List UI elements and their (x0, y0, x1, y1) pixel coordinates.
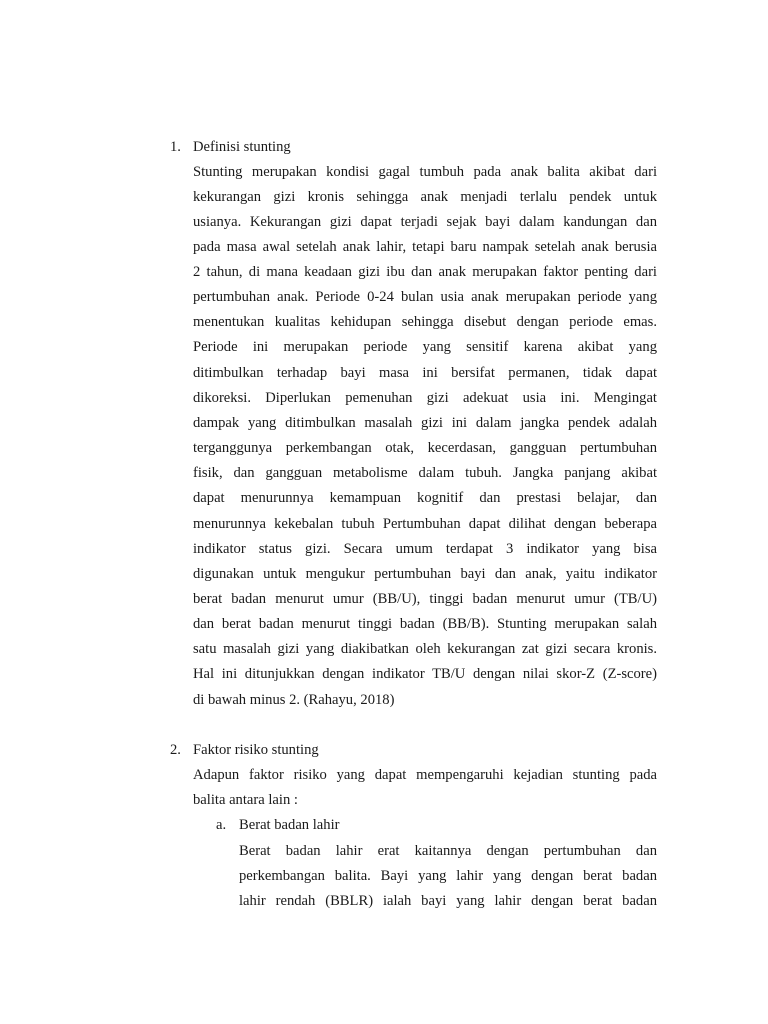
section-2-title: Faktor risiko stunting (193, 742, 319, 758)
paragraph-line: indikator status gizi. Secara umum terdapat 3 indikator yang bisa (193, 541, 657, 557)
paragraph-line: Stunting merupakan kondisi gagal tumbuh pada anak balita akibat dari (193, 164, 657, 180)
section-2-number: 2. (170, 742, 181, 758)
paragraph-line: Periode ini merupakan periode yang sensitif karena akibat yang (193, 339, 657, 355)
paragraph-line: kekurangan gizi kronis sehingga anak menjadi terlalu pendek untuk (193, 189, 657, 205)
paragraph-line: satu masalah gizi yang diakibatkan oleh kekurangan zat gizi secara kronis. (193, 641, 657, 657)
paragraph-line: usianya. Kekurangan gizi dapat terjadi sejak bayi dalam kandungan dan (193, 214, 657, 230)
section-1-title: Definisi stunting (193, 139, 291, 155)
paragraph-line: Hal ini ditunjukkan dengan indikator TB/U dengan nilai skor-Z (Z-score) (193, 666, 657, 682)
paragraph-line: Berat badan lahir erat kaitannya dengan pertumbuhan dan (239, 843, 657, 859)
paragraph-line: dapat menurunnya kemampuan kognitif dan prestasi belajar, dan (193, 490, 657, 506)
paragraph-line: ditimbulkan terhadap bayi masa ini bersifat permanen, tidak dapat (193, 365, 657, 381)
paragraph-line: Adapun faktor risiko yang dapat mempengaruhi kejadian stunting pada (193, 767, 657, 783)
paragraph-line-last: di bawah minus 2. (Rahayu, 2018) (193, 692, 395, 708)
subsection-a-title: Berat badan lahir (239, 817, 340, 833)
paragraph-line: dampak yang ditimbulkan masalah gizi ini dalam jangka pendek adalah (193, 415, 657, 431)
paragraph-line: menentukan kualitas kehidupan sehingga disebut dengan periode emas. (193, 314, 657, 330)
paragraph-line: perkembangan balita. Bayi yang lahir yang dengan berat badan (239, 868, 657, 884)
paragraph-line: pertumbuhan anak. Periode 0-24 bulan usia anak merupakan periode yang (193, 289, 657, 305)
section-1-number: 1. (170, 139, 181, 155)
paragraph-line: berat badan menurut umur (BB/U), tinggi badan menurut umur (TB/U) (193, 591, 657, 607)
paragraph-line-last: balita antara lain : (193, 792, 298, 808)
subsection-a-letter: a. (216, 817, 227, 833)
paragraph-line: dan berat badan menurut tinggi badan (BB/B). Stunting merupakan salah (193, 616, 657, 632)
paragraph-line: fisik, dan gangguan metabolisme dalam tubuh. Jangka panjang akibat (193, 465, 657, 481)
paragraph-line: pada masa awal setelah anak lahir, tetapi baru nampak setelah anak berusia (193, 239, 657, 255)
paragraph-line: menurunnya kekebalan tubuh Pertumbuhan dapat dilihat dengan beberapa (193, 516, 657, 532)
paragraph-line: lahir rendah (BBLR) ialah bayi yang lahir dengan berat badan (239, 893, 657, 909)
paragraph-line: dikoreksi. Diperlukan pemenuhan gizi adekuat usia ini. Mengingat (193, 390, 657, 406)
paragraph-line: digunakan untuk mengukur pertumbuhan bayi dan anak, yaitu indikator (193, 566, 657, 582)
paragraph-line: 2 tahun, di mana keadaan gizi ibu dan anak merupakan faktor penting dari (193, 264, 657, 280)
paragraph-line: terganggunya perkembangan otak, kecerdasan, gangguan pertumbuhan (193, 440, 657, 456)
